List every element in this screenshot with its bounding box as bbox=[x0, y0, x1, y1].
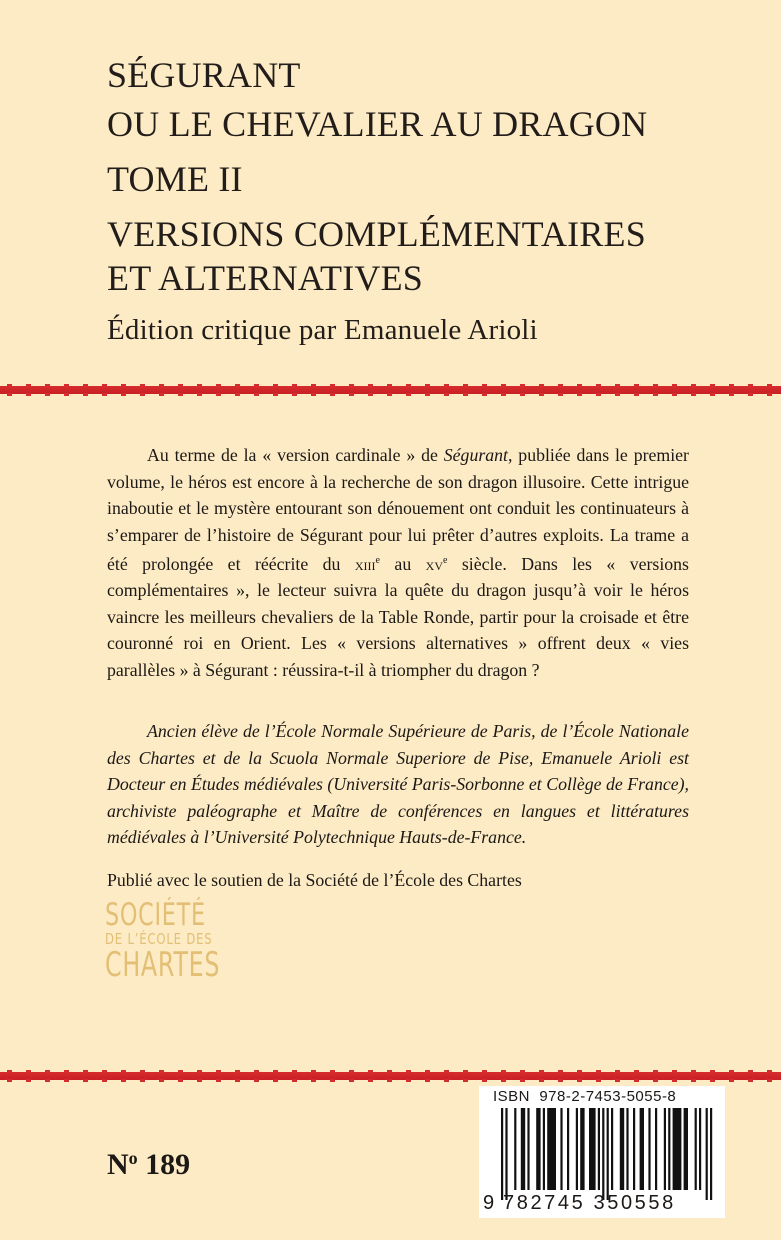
subtitle-line-1: VERSIONS COMPLÉMENTAIRES bbox=[107, 214, 646, 254]
barcode-bar bbox=[626, 1108, 628, 1190]
editor-credit: Édition critique par Emanuele Arioli bbox=[107, 314, 538, 346]
number-prefix-sup: o bbox=[128, 1148, 138, 1168]
logo-line-1: SOCIÉTÉ bbox=[105, 897, 206, 933]
societe-ecole-chartes-logo bbox=[105, 897, 230, 985]
barcode-bar bbox=[521, 1108, 525, 1190]
series-number bbox=[107, 1148, 190, 1182]
summary-text-2: , publiée dans le premier volume, le héros est encore à la recherche de son dragon illusoire. Cette intrigue inaboutie et le mystère entourant son dénouement ont conduit les continuateurs à s’emparer de l’histoire de Ségurant pour lui prêter d’autres exploits. La trame a été prolongée et réécrite du bbox=[107, 445, 689, 574]
barcode-bar bbox=[598, 1108, 600, 1190]
summary-text-3: au bbox=[380, 553, 426, 574]
number-value: 189 bbox=[145, 1148, 191, 1181]
logo-line-2: DE L’ÉCOLE DES bbox=[105, 930, 213, 948]
barcode-bar bbox=[706, 1108, 708, 1200]
barcode-bar bbox=[589, 1108, 596, 1190]
isbn-label: ISBN 978-2-7453-5055-8 bbox=[493, 1088, 677, 1105]
barcode-bar bbox=[505, 1108, 507, 1200]
summary-title-italic: Ségurant bbox=[443, 445, 508, 465]
barcode-bar bbox=[602, 1108, 604, 1200]
barcode-bar bbox=[640, 1108, 644, 1190]
century-13-sup: e bbox=[375, 555, 380, 566]
volume-line: TOME II bbox=[107, 159, 243, 199]
barcode-bar bbox=[514, 1108, 516, 1190]
isbn-rest-digits: 782745 350558 bbox=[503, 1192, 676, 1214]
barcode-bar bbox=[684, 1108, 688, 1190]
barcode-bar bbox=[710, 1108, 712, 1200]
summary-text-1: Au terme de la « version cardinale » de bbox=[147, 445, 444, 465]
barcode-bar bbox=[673, 1108, 682, 1190]
barcode-bar bbox=[611, 1108, 613, 1190]
barcode-bar bbox=[668, 1108, 670, 1190]
barcode-bar bbox=[527, 1108, 529, 1190]
barcode-bar bbox=[580, 1108, 584, 1190]
summary-text-4: siècle. Dans les « versions complémentaires », le lecteur suivra la quête du dragon jusqu’à voir le héros vaincre les meilleurs chevaliers de la Table Ronde, partir pour la croisade et être couronné roi en Orient. Les « versions alternatives » offrent deux « vies parallèles » à Ségurant : réussira-t-il à triompher du dragon ? bbox=[107, 553, 689, 680]
title-line-2: OU LE CHEVALIER AU DRAGON bbox=[107, 104, 648, 144]
barcode-bar bbox=[560, 1108, 562, 1190]
number-prefix: N bbox=[107, 1148, 129, 1181]
barcode-bar bbox=[664, 1108, 666, 1190]
summary-paragraph bbox=[107, 442, 689, 683]
barcode-bar bbox=[576, 1108, 578, 1190]
barcode-bar bbox=[695, 1108, 697, 1190]
barcode-bar bbox=[633, 1108, 635, 1190]
barcode-bar bbox=[607, 1108, 609, 1200]
isbn-first-digit: 9 bbox=[483, 1192, 496, 1214]
barcode-bar bbox=[699, 1108, 701, 1190]
support-credit: Publié avec le soutien de la Société de l’École des Chartes bbox=[107, 870, 522, 890]
barcode-bar bbox=[567, 1108, 569, 1190]
subtitle-line-2: ET ALTERNATIVES bbox=[107, 258, 424, 298]
barcode bbox=[479, 1086, 725, 1218]
barcode-bar bbox=[648, 1108, 650, 1190]
barcode-bar bbox=[547, 1108, 556, 1190]
bottom-red-rule bbox=[0, 1072, 781, 1080]
author-bio: Ancien élève de l’École Normale Supérieure de Paris, de l’École Nationale des Chartes et de la Scuola Normale Superiore de Pise, Emanuele Arioli est Docteur en Études médiévales (Université Paris-Sorbonne et Collège de France), archiviste paléographe et Maître de conférences en langues et littératures médiévales à l’Université Polytechnique Hauts-de-France. bbox=[107, 721, 689, 847]
barcode-bars bbox=[501, 1108, 713, 1204]
top-red-rule bbox=[0, 386, 781, 394]
barcode-bar bbox=[655, 1108, 657, 1190]
barcode-bar bbox=[543, 1108, 545, 1190]
century-13: xiii bbox=[354, 553, 376, 574]
title-line-1: SÉGURANT bbox=[107, 55, 301, 95]
barcode-bar bbox=[620, 1108, 624, 1190]
barcode-bar bbox=[536, 1108, 540, 1190]
century-15-sup: e bbox=[443, 555, 448, 566]
barcode-bar bbox=[501, 1108, 503, 1200]
logo-line-3: CHARTES bbox=[105, 945, 221, 985]
century-15: xv bbox=[425, 553, 443, 574]
